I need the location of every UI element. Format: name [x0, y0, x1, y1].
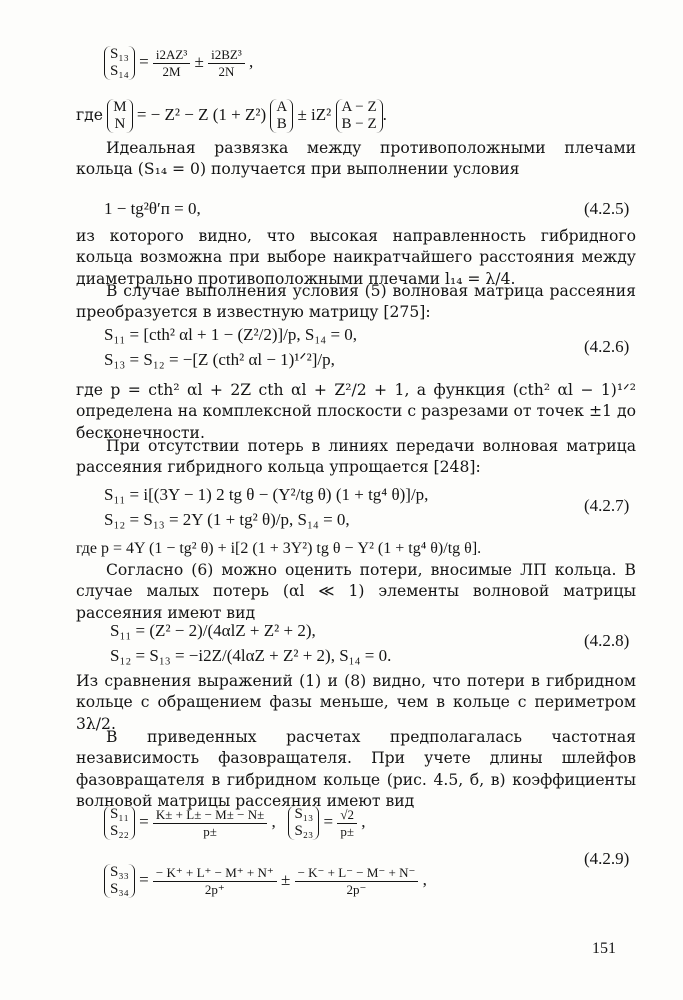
fraction-klmn-minus: $\frac{- K^- + L^- - M^- + N^-}{2p^-}$ — [295, 865, 419, 897]
equation-number-4-2-7: (4.2.7) — [584, 496, 630, 515]
equation-4-2-5: 1 − tg²θ′п = 0, — [104, 199, 201, 218]
paragraph-lossless: При отсутствии потерь в линиях передачи волновая матрица рассеяния гибридного кольца упрощается [248]: — [76, 437, 636, 477]
paragraph-isolation: Идеальная развязка между противоположными плечами кольца (S₁₄ = 0) получается при выполнении условия — [76, 139, 636, 179]
paragraph-directivity: из которого видно, что высокая направленность гибридного кольца возможна при выборе наикратчайшего расстояния между диаметрально противоположными плечами l₁₄ = λ/4. — [76, 227, 636, 288]
equation-number-4-2-5: (4.2.5) — [584, 199, 630, 218]
vector-s33-s34: S₃₃ S₃₄ — [104, 864, 135, 898]
equation-4-2-7-line2: S₁₂ = S₁₃ = 2Y (1 + tg² θ)/p, S₁₄ = 0, — [104, 510, 350, 529]
equation-4-2-8-line1: S₁₁ = (Z² − 2)/(4αlZ + Z² + 2), — [110, 621, 316, 640]
fraction-b: $\frac{\text{i2BZ³}}{2N}$ — [208, 47, 245, 79]
paragraph-matrix-275: В случае выполнения условия (5) волновая матрица рассеяния преобразуется в известную матрицу [275]: — [76, 282, 636, 322]
paragraph-small-losses: Согласно (6) можно оценить потери, вносимые ЛП кольца. В случае малых потерь (αl ≪ 1) элементы волновой матрицы рассеяния имеют вид — [76, 561, 636, 622]
vector-s11-s22: S₁₁ S₂₂ — [104, 806, 135, 840]
fraction-sqrt2-pm: $\frac{√2}{p\pm}$ — [337, 807, 357, 839]
equation-number-4-2-9: (4.2.9) — [584, 849, 630, 868]
vector-m-n: M N — [107, 99, 132, 133]
vector-s13-s23: S₁₃ S₂₃ — [288, 806, 319, 840]
equation-s13-s14: S₁₃ S₁₄ = $\frac{\text{i2AZ³}}{2M}$ ± $\frac{\text{i2BZ³}}{2N}$ , — [104, 46, 253, 80]
equation-4-2-6-line1: S₁₁ = [cth² αl + 1 − (Z²/2)]/p, S₁₄ = 0, — [104, 325, 358, 344]
vector-a-b: A B — [270, 99, 293, 133]
fraction-klmn-pm: $\frac{K\pm + L\pm - M\pm - N\pm}{p\pm}$ — [153, 807, 267, 839]
equation-number-4-2-6: (4.2.6) — [584, 337, 630, 356]
equation-4-2-9-line2: S₃₃ S₃₄ = $\frac{- K^+ + L^+ - M^+ + N^+}{2p^+}$ ± $\frac{- K^- + L^- - M^- + N^-}{2p^-}$ , — [104, 864, 427, 898]
equation-p-lossless: где p = 4Y (1 − tg² θ) + i[2 (1 + 3Y²) tg θ − Y² (1 + tg⁴ θ)/tg θ]. — [76, 540, 482, 557]
fraction-klmn-plus: $\frac{- K^+ + L^+ - M^+ + N^+}{2p^+}$ — [153, 865, 277, 897]
paragraph-p-definition: где p = cth² αl + 2Z cth αl + Z²/2 + 1, а функция (cth² αl − 1)¹ᐟ² определена на комплексной плоскости с разрезами от точек ±1 до бесконечности. — [76, 381, 636, 442]
paragraph-phase-shifter: В приведенных расчетах предполагалась частотная независимость фазовращателя. При учете длины шлейфов фазовращателя в гибридном кольце (рис. 4.5, б, в) коэффициенты волновой матрицы рассеяния имеют вид — [76, 728, 636, 810]
equation-m-n: где M N = − Z² − Z (1 + Z²) A B ± iZ² A − Z B − Z . — [76, 99, 387, 132]
equation-4-2-6-line2: S₁₃ = S₁₂ = −[Z (cth² αl − 1)¹ᐟ²]/p, — [104, 350, 335, 369]
equation-4-2-7-line1: S₁₁ = i[(3Y − 1) 2 tg θ − (Y²/tg θ) (1 + tg⁴ θ)]/p, — [104, 485, 429, 504]
equation-4-2-8-line2: S₁₂ = S₁₃ = −i2Z/(4lαZ + Z² + 2), S₁₄ = 0. — [110, 646, 392, 665]
vector-az-bz: A − Z B − Z — [336, 99, 383, 133]
equation-4-2-9-line1: S₁₁ S₂₂ = $\frac{K\pm + L\pm - M\pm - N\pm}{p\pm}$ , S₁₃ S₂₃ = $\frac{√2}{p\pm}$ , — [104, 806, 366, 840]
vector-s13-s14: S₁₃ S₁₄ — [104, 46, 135, 80]
fraction-a: $\frac{\text{i2AZ³}}{2M}$ — [153, 47, 190, 79]
page-number: 151 — [592, 940, 616, 957]
paragraph-comparison: Из сравнения выражений (1) и (8) видно, что потери в гибридном кольце с обращением фазы меньше, чем в кольце с периметром 3λ/2. — [76, 672, 636, 733]
equation-number-4-2-8: (4.2.8) — [584, 631, 630, 650]
